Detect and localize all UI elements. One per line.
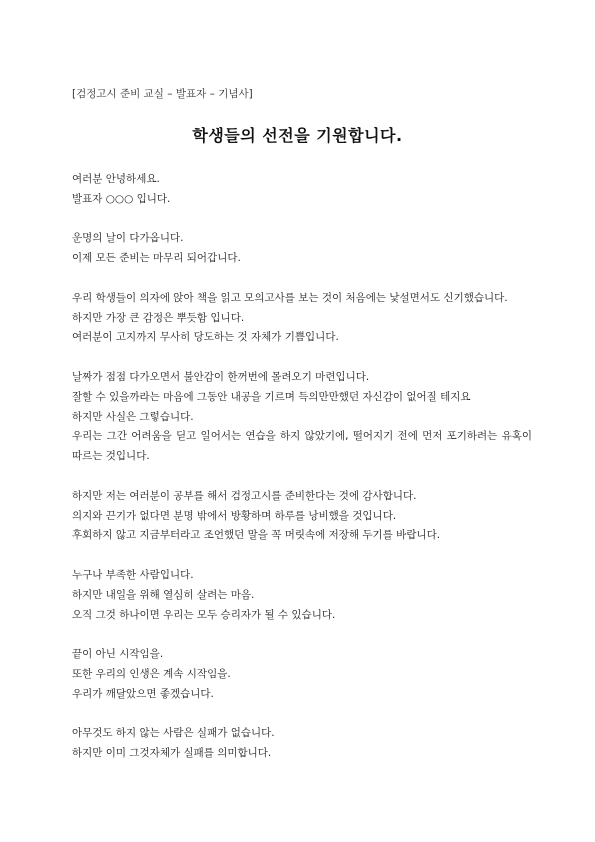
text-line: 끝이 아닌 시작임을. bbox=[72, 648, 164, 661]
document-body bbox=[72, 170, 532, 784]
text-line: 이제 모든 준비는 마무리 되어갑니다. bbox=[72, 252, 241, 265]
text-line: 하지만 이미 그것자체가 실패를 의미합니다. bbox=[72, 747, 272, 760]
text-line: 여러분이 고지까지 무사히 당도하는 것 자체가 기쁨입니다. bbox=[72, 331, 339, 344]
text-line: 발표자 ○○○ 입니다. bbox=[72, 192, 171, 205]
text-line: 하지만 저는 여러분이 공부를 해서 검정고시를 준비한다는 것에 감사합니다. bbox=[72, 489, 417, 502]
text-line: 우리가 깨달았으면 좋겠습니다. bbox=[72, 687, 214, 700]
text-line: 하지만 가장 큰 감정은 뿌듯함 입니다. bbox=[72, 311, 245, 324]
text-line: 우리는 그간 어려움을 딛고 일어서는 연습을 하지 않았기에, 떨어지기 전에 먼저 포기하려는 유혹이 따르는 것입니다. bbox=[72, 430, 532, 463]
paragraph bbox=[72, 229, 532, 269]
text-line: 여러분 안녕하세요. bbox=[72, 173, 160, 185]
text-line: 누구나 부족한 사람입니다. bbox=[72, 568, 194, 581]
text-line: 하지만 사실은 그렇습니다. bbox=[72, 410, 194, 423]
paragraph bbox=[72, 724, 532, 764]
paragraph bbox=[72, 289, 532, 348]
text-line: 또한 우리의 인생은 계속 시작임을. bbox=[72, 667, 231, 680]
text-line: 아무것도 하지 않는 사람은 실패가 없습니다. bbox=[72, 727, 275, 740]
document-header: [검정고시 준비 교실 – 발표자 – 기념사] bbox=[72, 88, 253, 100]
text-line: 날짜가 점점 다가오면서 불안감이 한꺼번에 몰려오기 마련입니다. bbox=[72, 370, 370, 383]
paragraph bbox=[72, 645, 532, 704]
text-line: 후회하지 않고 지금부터라고 조언했던 말을 꼭 머릿속에 저장해 두기를 바랍니다. bbox=[72, 529, 441, 542]
text-line: 잘할 수 있을까라는 마음에 그동안 내공을 기르며 득의만만했던 자신감이 없어질 테지요 bbox=[72, 390, 471, 403]
paragraph bbox=[72, 487, 532, 546]
paragraph bbox=[72, 368, 532, 467]
text-line: 우리 학생들이 의자에 앉아 책을 읽고 모의고사를 보는 것이 처음에는 낯설면서도 신기했습니다. bbox=[72, 291, 508, 304]
text-line: 하지만 내일을 위해 열심히 살려는 마음. bbox=[72, 588, 255, 601]
text-line: 오직 그것 하나이면 우리는 모두 승리자가 될 수 있습니다. bbox=[72, 608, 336, 621]
document-title: 학생들의 선전을 기원합니다. bbox=[192, 126, 403, 145]
text-line: 운명의 날이 다가옵니다. bbox=[72, 232, 184, 245]
text-line: 의지와 끈기가 없다면 분명 밖에서 방황하며 하루를 낭비했을 것입니다. bbox=[72, 509, 397, 522]
paragraph bbox=[72, 566, 532, 625]
paragraph bbox=[72, 170, 532, 210]
